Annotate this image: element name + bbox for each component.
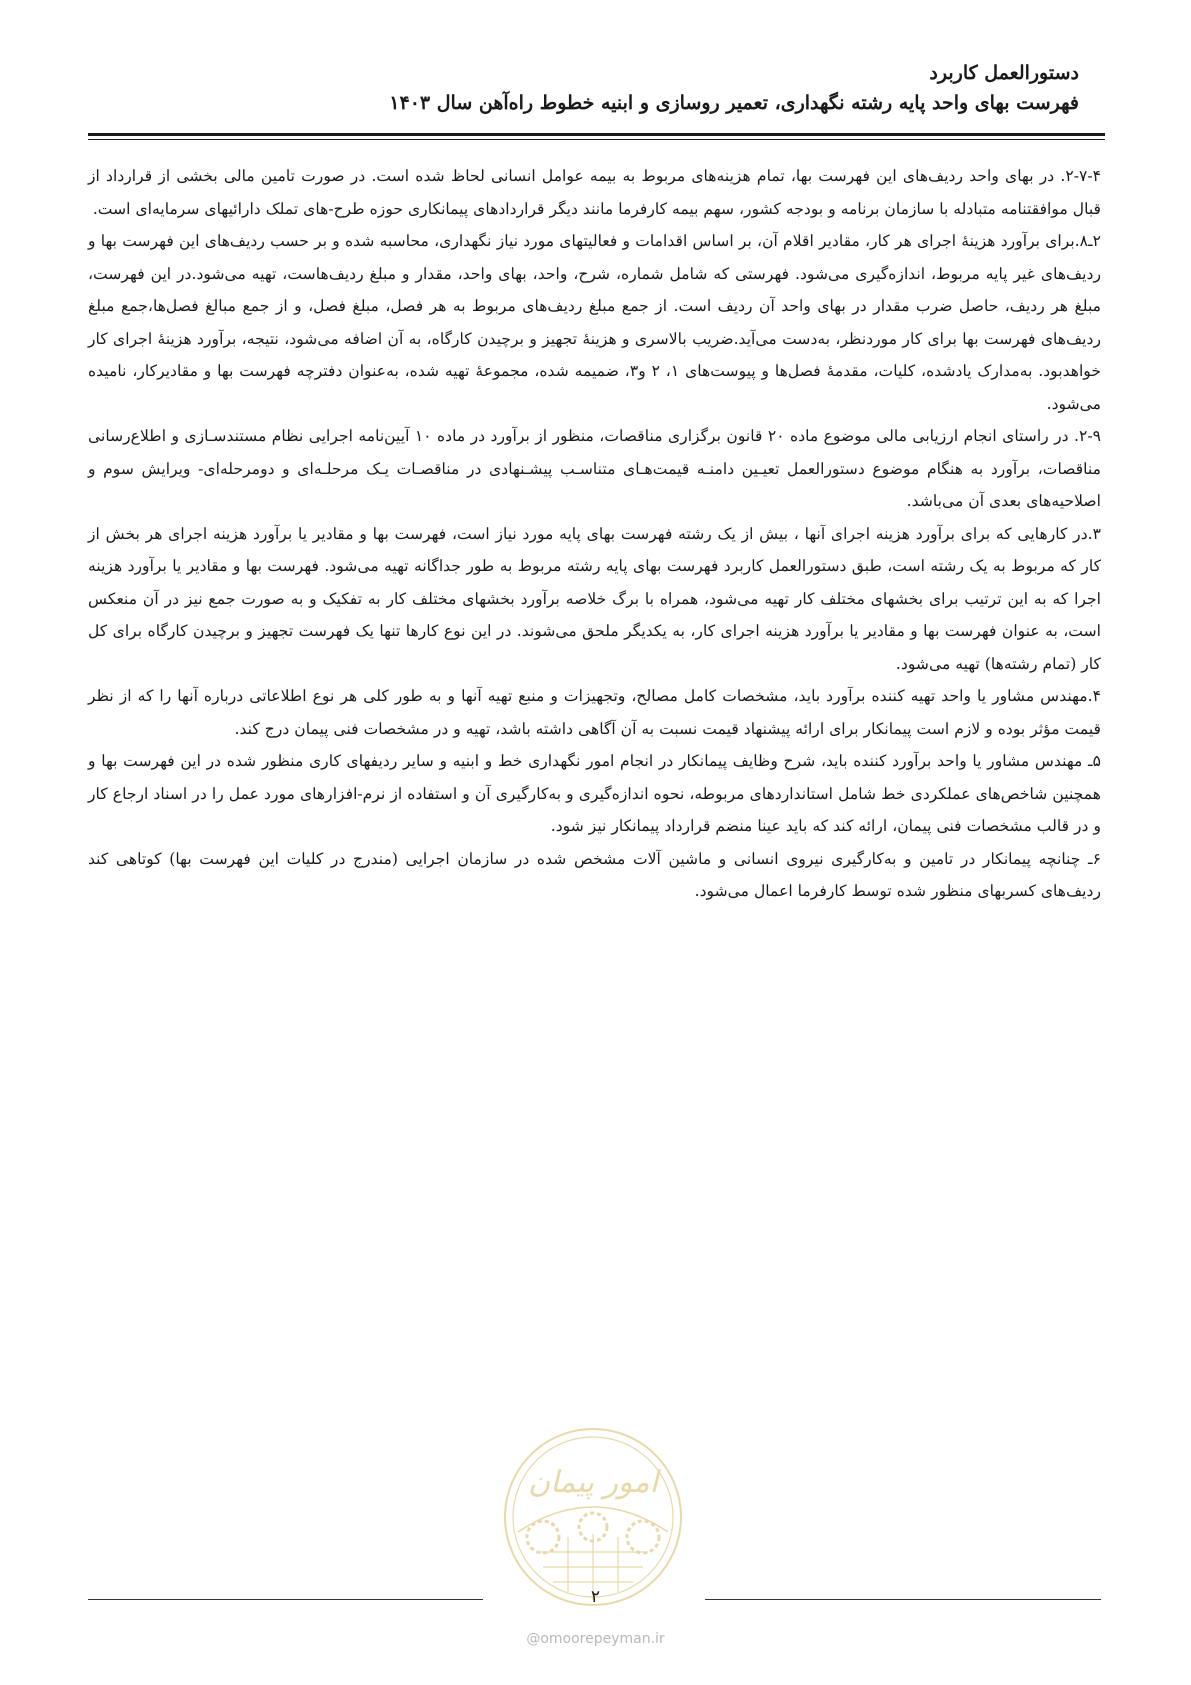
logo-text: امور پیمان [528,1465,658,1500]
header-rule-thin [88,139,1105,140]
page-number: ۲ [590,1587,601,1607]
omoore-peyman-logo [498,1422,688,1612]
footer-rule-left [88,1599,483,1600]
paragraph-4: ۴.مهندس مشاور یا واحد تهیه کننده برآورد باید، مشخصات کامل مصالح، وتجهیزات و منبع تهیه آنها و به طور کلی هر نوع اطلاعاتی درباره آنها را که از نظر قیمت مؤثر بوده و لازم است پیمانکار برای ارائه پیشنهاد قیمت نسبت به آن آگاهی داشته باشد، تهیه و در مشخصات فنی پیمان درج کند. [88,687,1101,738]
paragraph-2-9: ۲-۹. در راستای انجام ارزیابی مالی موضوع ماده ۲۰ قانون برگزاری مناقصات، منظور از برآورد در ماده ۱۰ آیین‌نامه اجرایی نظام مستندسـازی و اطلاع‌رسانی مناقصات، برآورد به هنگام موضوع دستورالعمل تعیـین دامنـه قیمت‌هـای متناسـب پیشـنهادی در مناقصـات یـک مرحلـه‌ای و دومرحله‌ای- ویرایش سوم و اصلاحیه‌های بعدی آن می‌باشد. [88,427,1101,510]
footer-rule-right [705,1599,1101,1600]
header-title: دستورالعمل کاربرد [929,62,1079,84]
document-body [88,160,1101,908]
paragraph-2-8: ۲ـ۸.برای برآورد هزینهٔ اجرای هر کار، مقادیر اقلام آن، بر اساس اقدامات و فعالیتهای مورد نیاز نگهداری، محاسبه شده و بر حسب ردیف‌های این فهرست بها و ردیف‌های غیر پایه مربوط، اندازه‌گیری می‌شود. فهرستی که شامل شماره، شرح، واحد، بهای واحد، مقدار و مبلغ ردیف‌هاست، تهیه می‌شود.در این فهرست، مبلغ هر ردیف، حاصل ضرب مقدار در بهای واحد آن ردیف است. از جمع مبلغ ردیف‌های مربوط به هر فصل، مبلغ فصل، و از جمع مبالغ فصل‌ها،جمع مبلغ ردیف‌های فهرست بها برای کار موردنظر، به‌دست می‌آید.ضریب بالاسری و هزینهٔ تجهیز و برچیدن کارگاه، به آن اضافه می‌شود، نتیجه، برآورد هزینهٔ اجرای کار خواهدبود. به‌مدارک یادشده، کلیات، مقدمهٔ فصل‌ها و پیوست‌های ۱، ۲ و۳، ضمیمه شده، مجموعهٔ تهیه شده، به‌عنوان دفترچه فهرست بها و مقادیرکار، نامیده می‌شود. [88,232,1102,413]
header-rule-thick [88,133,1105,136]
paragraph-2-7-4: ۲-۷-۴. در بهای واحد ردیف‌های این فهرست بها، تمام هزینه‌های مربوط به بیمه عوامل انسانی لحاظ شده است. در صورت تامین مالی بخشی از قرارداد از قبال موافقتنامه متبادله با سازمان برنامه و بودجه کشور، سهم بیمه کارفرما مانند دیگر قراردادهای پیمانکاری حوزه طرح-های تملک دارائیهای سرمایه‌ای است. [88,167,1101,218]
paragraph-6: ۶ـ چنانچه پیمانکار در تامین و به‌کارگیری نیروی انسانی و ماشین آلات مشخص شده در سازمان اجرایی (مندرج در کلیات این فهرست بها) کوتاهی کند ردیف‌های کسربهای منظور شده توسط کارفرما اعمال می‌شود. [88,849,1101,900]
page-header [128,58,1079,118]
paragraph-3: ۳.در کارهایی که برای برآورد هزینه اجرای آنها ، بیش از یک رشته فهرست بهای پایه مورد نیاز است، فهرست بها و مقادیر یا برآورد هزینه اجرای هر بخش از کار که مربوط به یک رشته است، طبق دستورالعمل کاربرد فهرست بهای پایه رشته مربوط به طور جداگانه تهیه می‌شود. فهرست بها و مقادیر یا برآورد هزینه اجرا که به این ترتیب برای بخشهای مختلف کار تهیه می‌شود، همراه با برگ خلاصه برآورد بخشهای مختلف کار به تفکیک و به صورت جمع نیز در آن منعکس است، به عنوان فهرست بها و مقادیر یا برآورد هزینه اجرای کار، به یکدیگر ملحق می‌شوند. در این نوع کارها تنها یک فهرست تجهیز و برچیدن کارگاه برای کل کار (تمام رشته‌ها) تهیه می‌شود. [88,524,1101,673]
header-subtitle: فهرست بهای واحد پایه رشته نگهداری، تعمیر روسازی و ابنیه خطوط راه‌آهن سال ۱۴۰۳ [389,92,1079,114]
watermark: @omoorepeyman.ir [526,1631,665,1647]
paragraph-5: ۵ـ مهندس مشاور یا واحد برآورد کننده باید، شرح وظایف پیمانکار در انجام امور نگهداری خط و ابنیه و سایر ردیفهای کاری منظور شده در این فهرست بها و همچنین شاخص‌های عملکردی خط شامل استانداردهای مربوطه، نحوه اندازه‌گیری و به‌کارگیری آن و استفاده از نرم-افزارهای مورد عمل را در اسناد ارجاع کار و در قالب مشخصات فنی پیمان، ارائه کند که باید عینا منضم قرارداد پیمانکار نیز شود. [88,752,1101,835]
